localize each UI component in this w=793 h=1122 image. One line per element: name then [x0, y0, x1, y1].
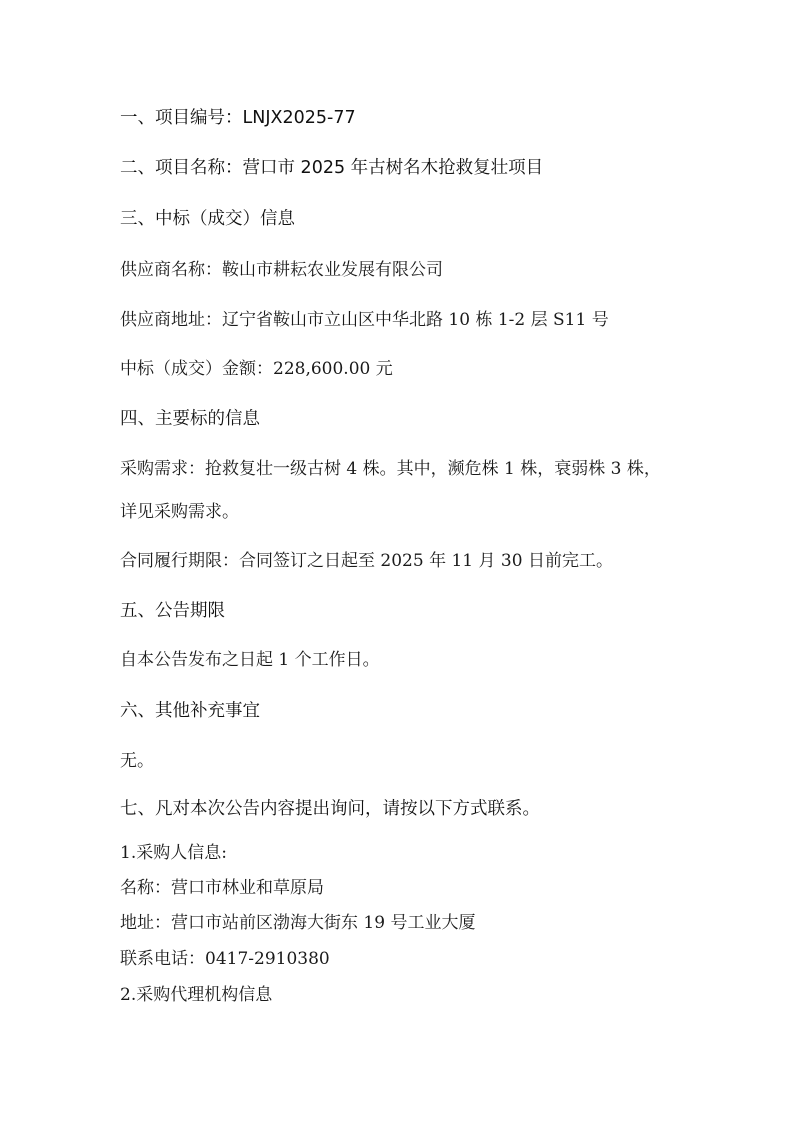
section-notice-period: 五、公告期限 — [120, 601, 225, 621]
section-other-matters: 六、其他补充事宜 — [120, 701, 260, 721]
procurement-need-line1: 采购需求：抢救复壮一级古树 4 株。其中，濒危株 1 株，衰弱株 3 株， — [120, 459, 661, 479]
notice-period: 自本公告发布之日起 1 个工作日。 — [120, 650, 380, 670]
section-main-subject: 四、主要标的信息 — [120, 409, 260, 429]
contract-period: 合同履行期限：合同签订之日起至 2025 年 11 月 30 日前完工。 — [120, 551, 613, 571]
purchaser-phone: 联系电话：0417-2910380 — [120, 949, 330, 969]
supplier-address: 供应商地址：辽宁省鞍山市立山区中华北路 10 栋 1-2 层 S11 号 — [120, 310, 609, 330]
agency-info-title: 2.采购代理机构信息 — [120, 985, 273, 1005]
purchaser-name: 名称：营口市林业和草原局 — [120, 878, 324, 898]
bid-amount: 中标（成交）金额：228,600.00 元 — [120, 359, 393, 379]
purchaser-address: 地址：营口市站前区渤海大街东 19 号工业大厦 — [120, 913, 476, 933]
section-project-name: 二、项目名称：营口市 2025 年古树名木抢救复壮项目 — [120, 158, 544, 178]
section-contact: 七、凡对本次公告内容提出询问，请按以下方式联系。 — [120, 799, 540, 819]
section-award-info: 三、中标（成交）信息 — [120, 209, 295, 229]
supplier-name: 供应商名称：鞍山市耕耘农业发展有限公司 — [120, 260, 443, 280]
section-project-number: 一、项目编号：LNJX2025-77 — [120, 108, 356, 128]
other-matters: 无。 — [120, 751, 154, 771]
procurement-need-line2: 详见采购需求。 — [120, 502, 239, 522]
purchaser-info-title: 1.采购人信息: — [120, 843, 227, 863]
